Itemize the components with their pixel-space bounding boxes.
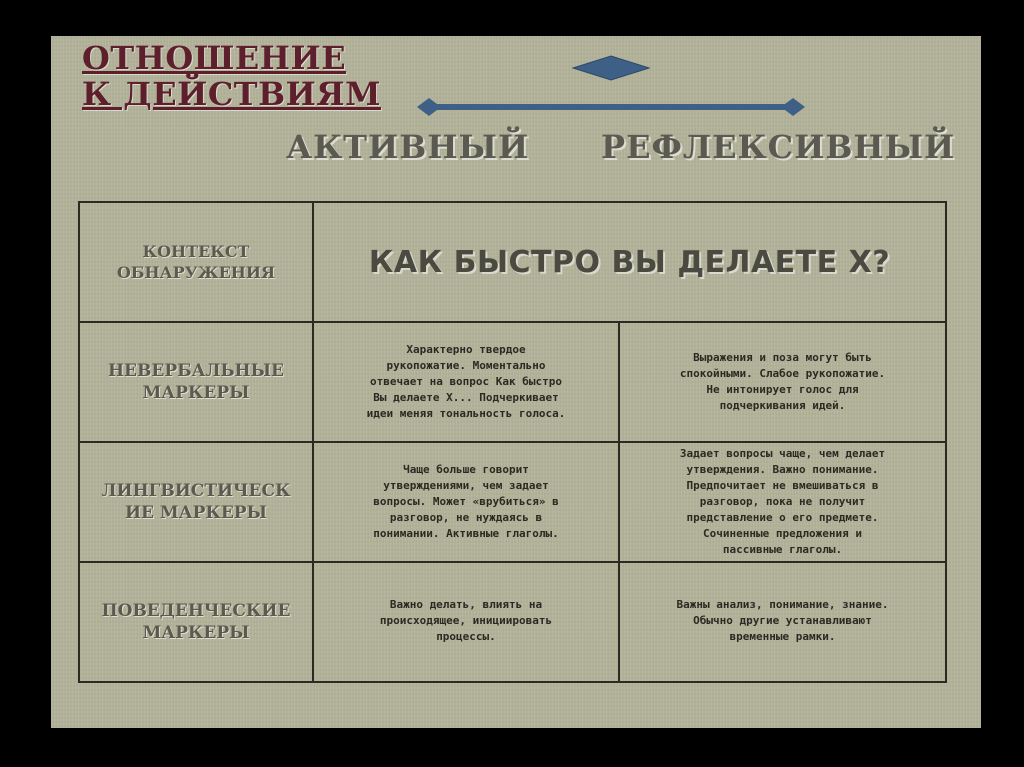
scale-right-end-icon	[781, 98, 805, 116]
cell-linguistic-reflexive: Задает вопросы чаще, чем делает утверждения. Важно понимание. Предпочитает не вмешиваться в разговор, пока не получит представление о его предмете. Сочиненные предложения и пассивные глаголы.	[619, 442, 946, 562]
scale-label-active: АКТИВНЫЙ	[286, 128, 530, 166]
context-question: КАК БЫСТРО ВЫ ДЕЛАЕТЕ Х?	[313, 202, 946, 322]
table-row-linguistic	[79, 442, 946, 562]
table-row-nonverbal	[79, 322, 946, 442]
cell-nonverbal-active: Характерно твердое рукопожатие. Моментально отвечает на вопрос Как быстро Вы делаете Х... Подчеркивает идеи меняя тональность голоса.	[313, 322, 619, 442]
row-header-context: КОНТЕКСТ ОБНАРУЖЕНИЯ	[79, 202, 313, 322]
cell-nonverbal-reflexive: Выражения и поза могут быть спокойными. Слабое рукопожатие. Не интонирует голос для подчеркивания идей.	[619, 322, 946, 442]
cell-behavioral-reflexive: Важны анализ, понимание, знание. Обычно другие устанавливают временные рамки.	[619, 562, 946, 682]
slide	[51, 36, 981, 728]
table-row-behavioral	[79, 562, 946, 682]
scale-label-reflexive: РЕФЛЕКСИВНЫЙ	[601, 128, 956, 166]
markers-table	[78, 201, 947, 683]
cell-behavioral-active: Важно делать, влиять на происходящее, инициировать процессы.	[313, 562, 619, 682]
title-line-2: К ДЕЙСТВИЯМ	[82, 75, 382, 113]
scale-graphic	[411, 48, 811, 118]
cell-linguistic-active: Чаще больше говорит утверждениями, чем задает вопросы. Может «врубиться» в разговор, не нуждаясь в понимании. Активные глаголы.	[313, 442, 619, 562]
slide-title	[82, 40, 381, 112]
title-line-1: ОТНОШЕНИЕ	[82, 39, 347, 77]
row-header-nonverbal: НЕВЕРБАЛЬНЫЕ МАРКЕРЫ	[79, 322, 313, 442]
scale-left-end-icon	[417, 98, 441, 116]
row-header-behavioral: ПОВЕДЕНЧЕСКИЕ МАРКЕРЫ	[79, 562, 313, 682]
row-header-linguistic: ЛИНГВИСТИЧЕСК ИЕ МАРКЕРЫ	[79, 442, 313, 562]
table-row-context	[79, 202, 946, 322]
scale-pointer-icon	[573, 56, 649, 80]
